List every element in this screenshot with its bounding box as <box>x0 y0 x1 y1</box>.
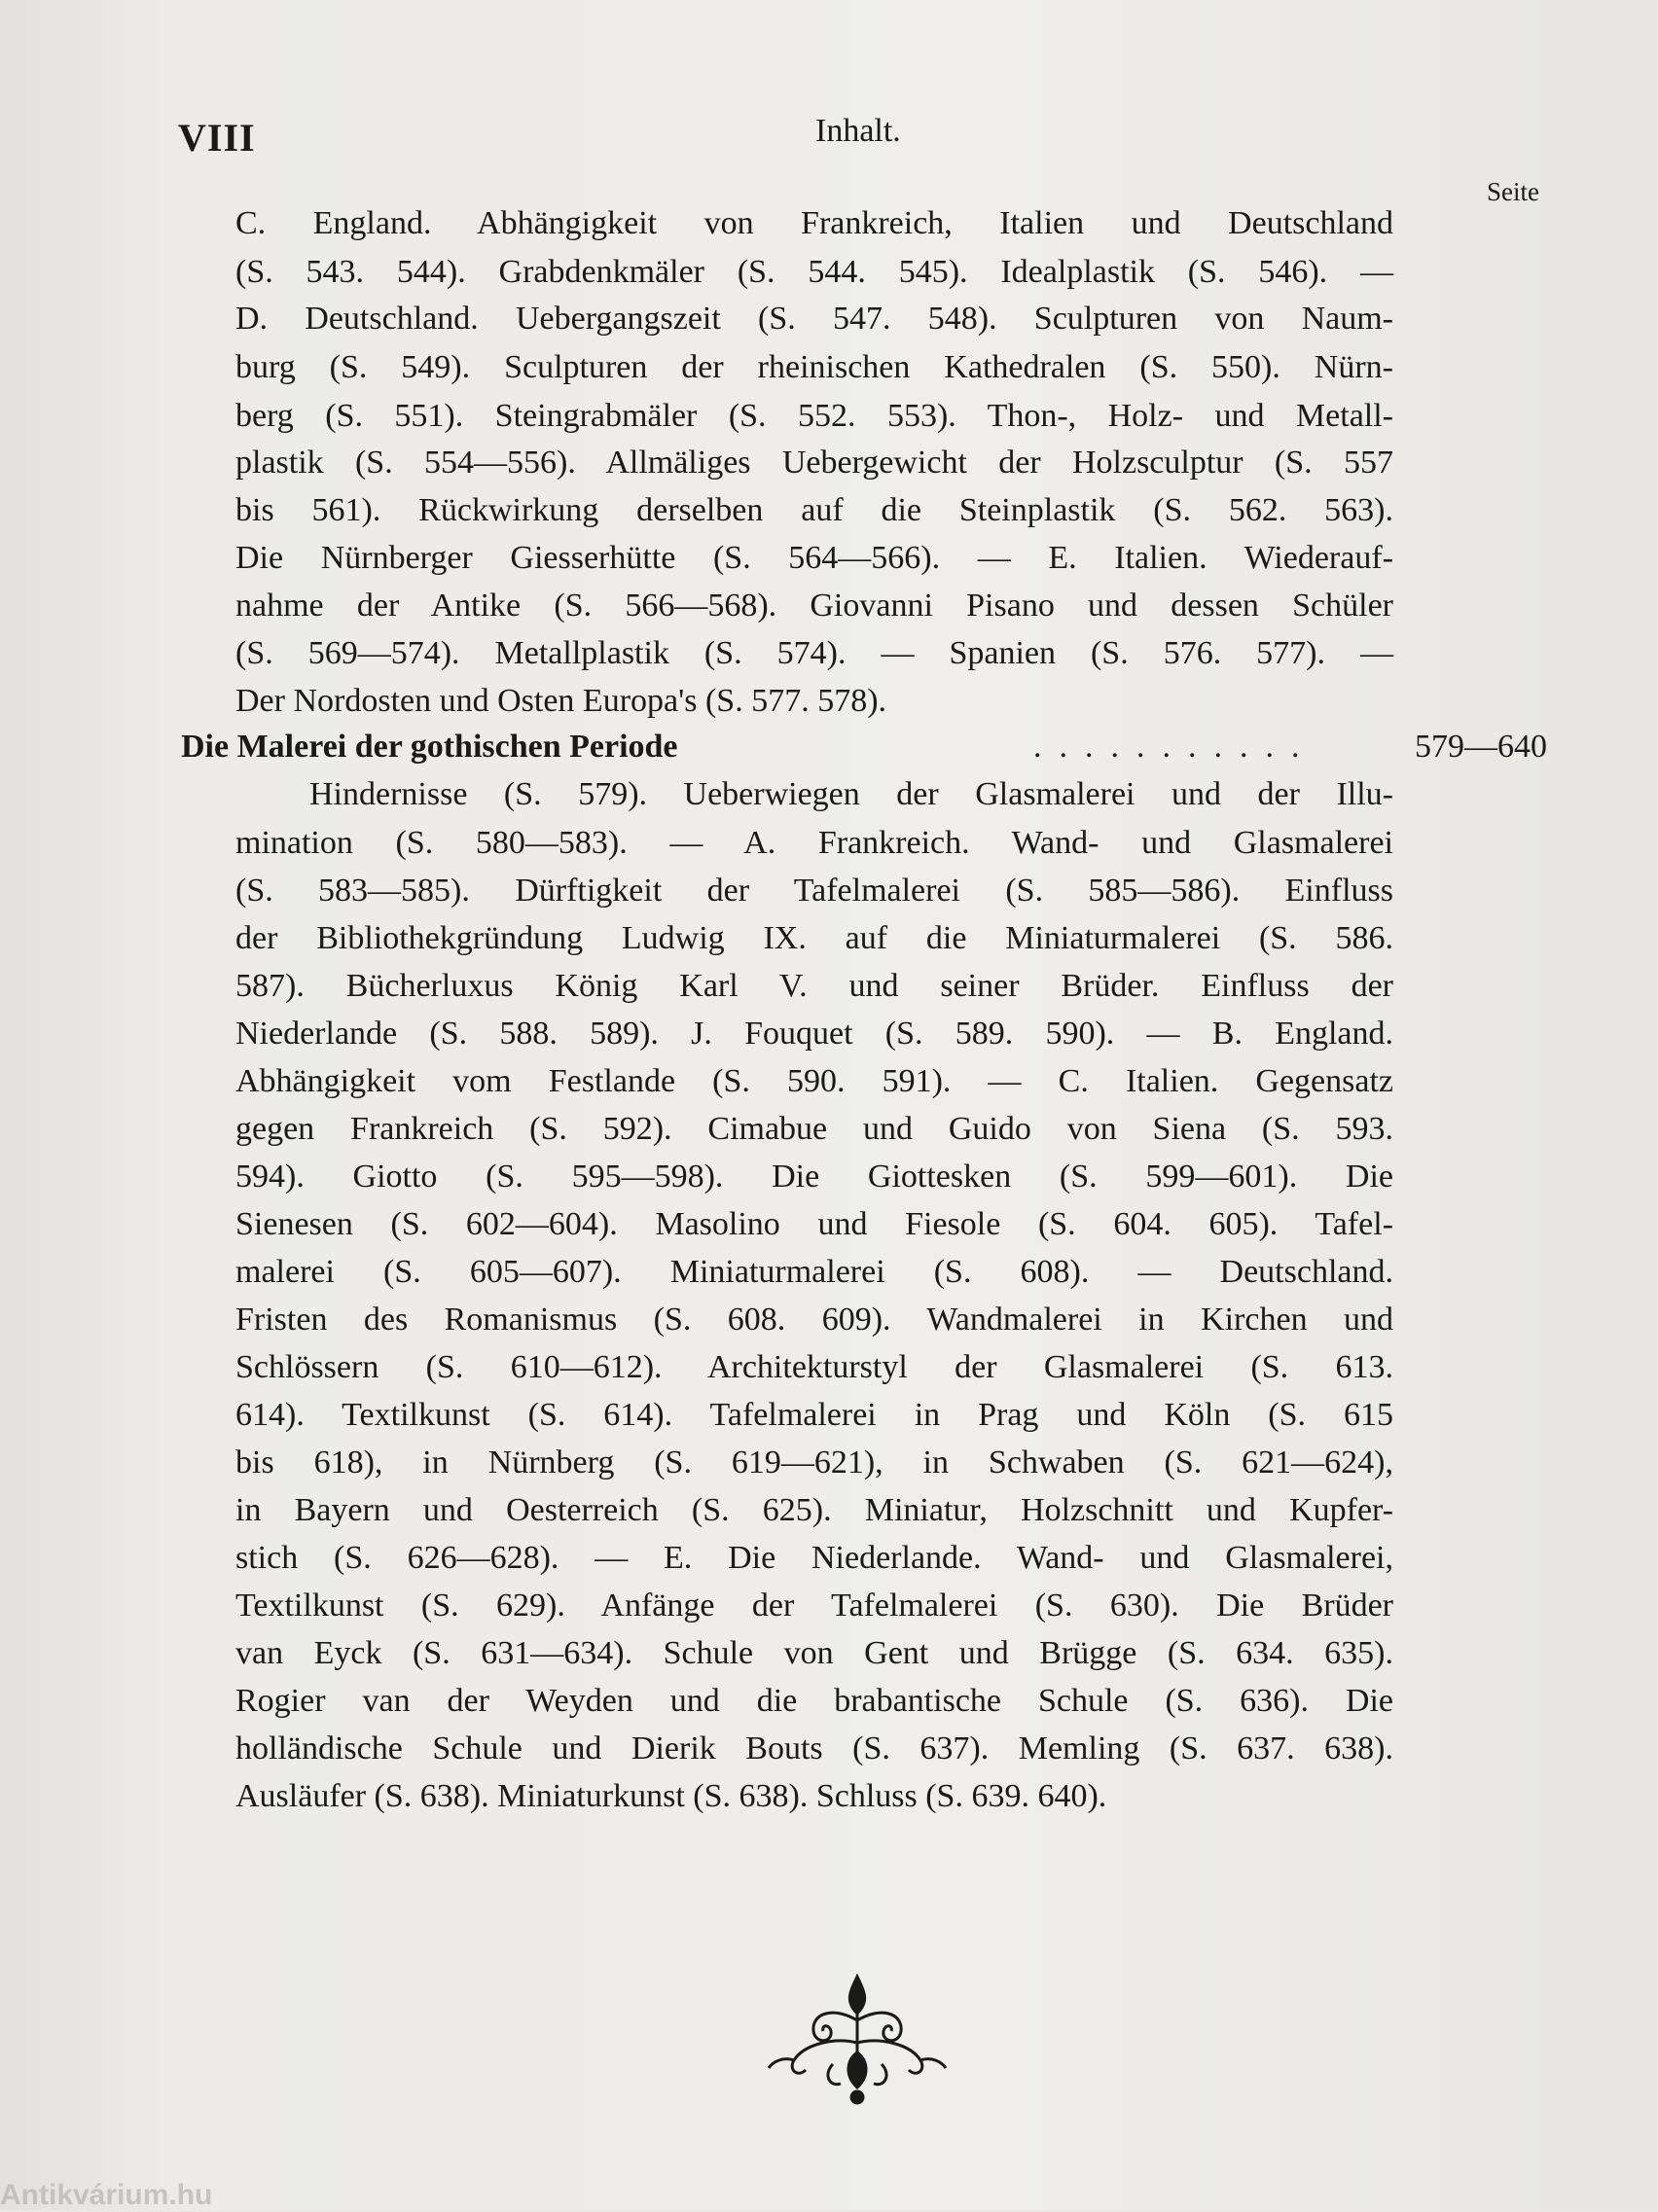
toc-line: bis 561). Rückwirkung derselben auf die Steinplastik (S. 562. 563). <box>235 492 1393 528</box>
toc-line: Niederlande (S. 588. 589). J. Fouquet (S. 589. 590). — B. England. <box>235 1016 1393 1052</box>
toc-line: der Bibliothekgründung Ludwig IX. auf die Miniaturmalerei (S. 586. <box>235 920 1393 956</box>
toc-line: Die Nürnberger Giesserhütte (S. 564—566). — E. Italien. Wiederauf- <box>235 540 1393 576</box>
section-heading <box>181 728 1563 767</box>
toc-line: 594). Giotto (S. 595—598). Die Giottesken (S. 599—601). Die <box>235 1159 1393 1195</box>
toc-line: Fristen des Romanismus (S. 608. 609). Wandmalerei in Kirchen und <box>235 1302 1393 1338</box>
toc-line: in Bayern und Oesterreich (S. 625). Miniatur, Holzschnitt und Kupfer- <box>235 1492 1393 1528</box>
toc-line: berg (S. 551). Steingrabmäler (S. 552. 553). Thon-, Holz- und Metall- <box>235 398 1393 434</box>
dot-leader: ........... <box>1033 729 1317 765</box>
running-title: Inhalt. <box>815 113 901 149</box>
toc-line: Textilkunst (S. 629). Anfänge der Tafelmalerei (S. 630). Die Brüder <box>235 1588 1393 1623</box>
toc-line: holländische Schule und Dierik Bouts (S. 637). Memling (S. 637. 638). <box>235 1730 1393 1766</box>
toc-line: Der Nordosten und Osten Europa's (S. 577. 578). <box>235 683 887 719</box>
toc-line: Schlössern (S. 610—612). Architekturstyl der Glasmalerei (S. 613. <box>235 1349 1393 1385</box>
toc-line: Rogier van der Weyden und die brabantische Schule (S. 636). Die <box>235 1683 1393 1719</box>
toc-line: C. England. Abhängigkeit von Frankreich, Italien und Deutschland <box>235 205 1393 241</box>
toc-line: Sienesen (S. 602—604). Masolino und Fiesole (S. 604. 605). Tafel- <box>235 1206 1393 1242</box>
toc-line: (S. 569—574). Metallplastik (S. 574). — Spanien (S. 576. 577). — <box>235 635 1393 671</box>
toc-line: Hindernisse (S. 579). Ueberwiegen der Glasmalerei und der Illu- <box>309 776 1393 812</box>
toc-line: stich (S. 626—628). — E. Die Niederlande. Wand- und Glasmalerei, <box>235 1540 1393 1576</box>
fleuron-ornament-icon <box>765 1967 950 2113</box>
toc-line: Ausläufer (S. 638). Miniaturkunst (S. 638). Schluss (S. 639. 640). <box>235 1778 1107 1814</box>
toc-line: burg (S. 549). Sculpturen der rheinischen Kathedralen (S. 550). Nürn- <box>235 349 1393 385</box>
toc-line: malerei (S. 605—607). Miniaturmalerei (S. 608). — Deutschland. <box>235 1254 1393 1290</box>
section-page-range: 579—640 <box>1415 729 1547 765</box>
toc-line: gegen Frankreich (S. 592). Cimabue und Guido von Siena (S. 593. <box>235 1111 1393 1147</box>
toc-line: nahme der Antike (S. 566—568). Giovanni Pisano und dessen Schüler <box>235 588 1393 624</box>
toc-line: bis 618), in Nürnberg (S. 619—621), in Schwaben (S. 621—624), <box>235 1445 1393 1481</box>
toc-line: Abhängigkeit vom Festlande (S. 590. 591). — C. Italien. Gegensatz <box>235 1063 1393 1099</box>
toc-line: plastik (S. 554—556). Allmäliges Uebergewicht der Holzsculptur (S. 557 <box>235 445 1393 481</box>
toc-line: (S. 583—585). Dürftigkeit der Tafelmalerei (S. 585—586). Einfluss <box>235 873 1393 909</box>
toc-line: van Eyck (S. 631—634). Schule von Gent und Brügge (S. 634. 635). <box>235 1635 1393 1671</box>
toc-line: mination (S. 580—583). — A. Frankreich. Wand- und Glasmalerei <box>235 825 1393 861</box>
page-column-label: Seite <box>1487 177 1539 206</box>
toc-line: D. Deutschland. Uebergangszeit (S. 547. 548). Sculpturen von Naum- <box>235 301 1393 337</box>
toc-line: 587). Bücherluxus König Karl V. und seiner Brüder. Einfluss der <box>235 968 1393 1004</box>
toc-line: 614). Textilkunst (S. 614). Tafelmalerei in Prag und Köln (S. 615 <box>235 1397 1393 1433</box>
section-title: Die Malerei der gothischen Periode <box>181 729 678 765</box>
watermark-text: Antikvárium.hu <box>0 2179 213 2211</box>
toc-line: (S. 543. 544). Grabdenkmäler (S. 544. 545). Idealplastik (S. 546). — <box>235 254 1393 290</box>
page-number: VIII <box>178 116 256 160</box>
